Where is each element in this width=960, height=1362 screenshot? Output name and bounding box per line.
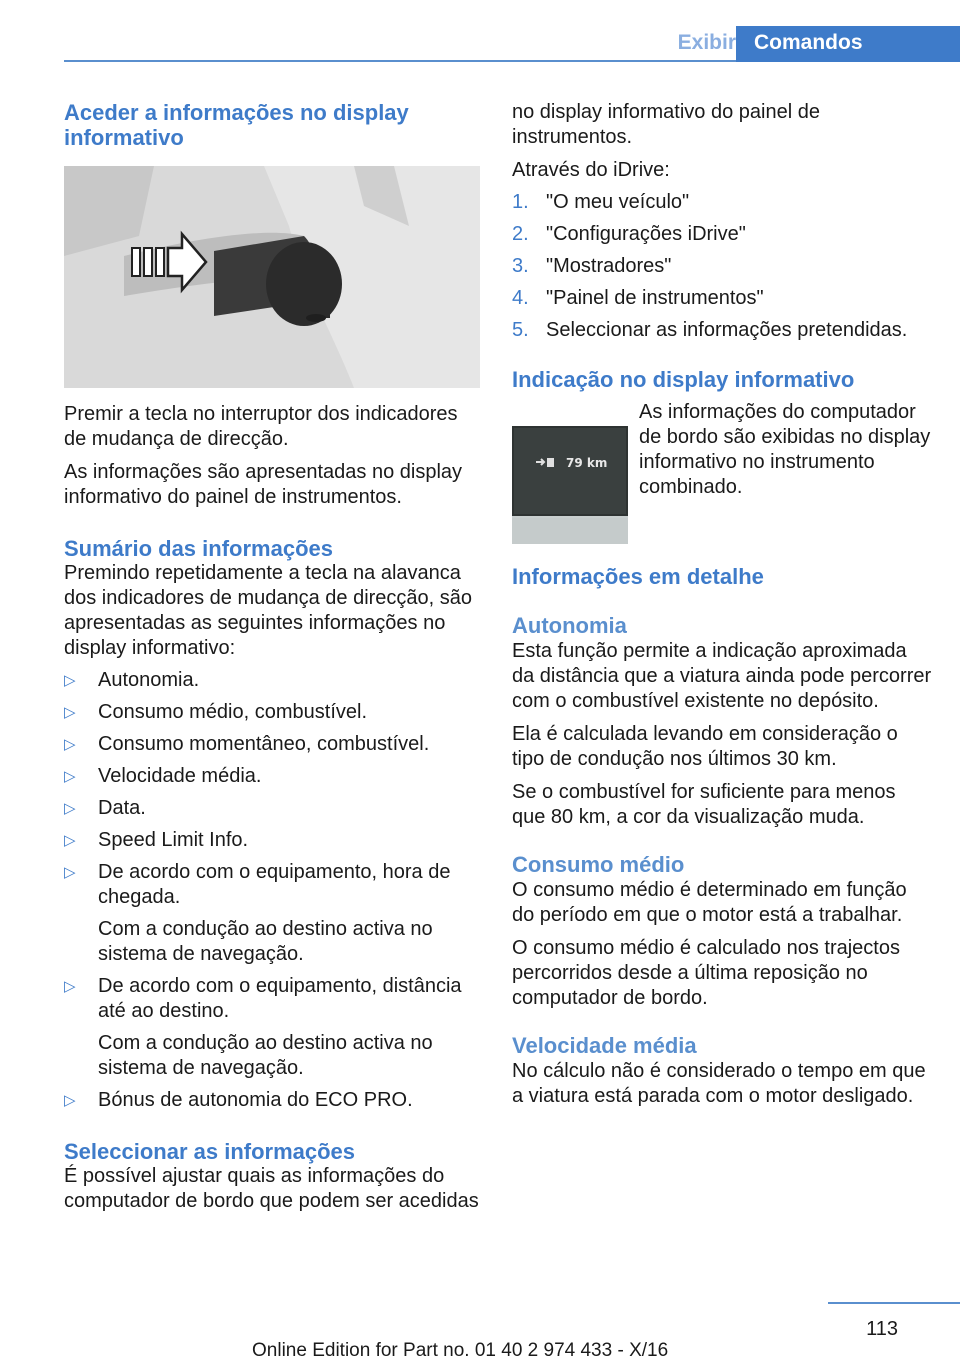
bullet-triangle-icon: ▷ [64,832,76,849]
step-item: 5. Seleccionar as informações pretendidas. [512,319,908,341]
heading-display-indication: Indicação no display informativo [512,367,855,392]
para-summary: Premindo repetidamente a tecla na alavanca dos indicadores de mudança de direcção, são apresentadas as seguintes informações no display informativo: [64,562,473,659]
list-item: ▷ Data. [64,797,146,819]
heading-select-info: Seleccionar as informações [64,1139,356,1164]
turn-signal-lever-figure [64,166,480,388]
para-select-info: É possível ajustar quais as informações do computador de bordo que podem ser acedidas [64,1165,479,1212]
step-item: 3. "Mostradores" [512,255,672,277]
heading-summary: Sumário das informações [64,536,333,561]
para-consumo-1: O consumo médio é determinado em função do período em que o motor está a trabalhar. [512,879,907,926]
para-velocidade: No cálculo não é considerado o tempo em que a viatura está parada com o motor desligado. [512,1060,926,1107]
para-autonomia-1: Esta função permite a indicação aproximada da distância que a viatura ainda pode percorrer com o combustível existente no depósito. [512,640,932,712]
idrive-steps [512,190,932,343]
bullet-triangle-icon: ▷ [64,672,76,689]
bullet-triangle-icon: ▷ [64,978,76,995]
para-continued: no display informativo do painel de instrumentos. [512,101,820,148]
list-item: ▷ Velocidade média. [64,765,262,787]
bullet-triangle-icon: ▷ [64,704,76,721]
step-item: 4. "Painel de instrumentos" [512,287,764,309]
para-press-key: Premir a tecla no interruptor dos indicadores de mudança de direcção. [64,403,458,450]
list-item: ▷ Consumo médio, combustível. [64,701,368,723]
list-item-note: Com a condução ao destino activa no sistema de navegação. [98,1032,433,1079]
left-column [64,100,480,1214]
display-indication-block [512,400,932,550]
tab-comandos[interactable]: Comandos [736,26,960,62]
summary-list [64,668,480,1113]
display-readout: 79 km [566,456,608,470]
para-info-shown: As informações são apresentadas no display informativo do painel de instrumentos. [64,461,463,508]
bullet-triangle-icon: ▷ [64,800,76,817]
heading-info-detail: Informações em detalhe [512,564,764,589]
subheading-autonomia: Autonomia [512,613,627,638]
bullet-triangle-icon: ▷ [64,1092,76,1109]
tab-exibir[interactable]: Exibir [677,31,736,54]
page-number: 113 [866,1318,898,1340]
para-display-indication: As informações do computador de bordo são exibidas no display informativo no instrumento combinado. [639,401,931,498]
bullet-triangle-icon: ▷ [64,768,76,785]
subheading-velocidade-media: Velocidade média [512,1033,697,1058]
list-item: ▷ De acordo com o equipamento, distância até ao destino. Com a condução ao destino activa no sistema de navegação. [64,974,480,1081]
heading-access-info: Aceder a informações no display informativo [64,100,409,150]
list-item: ▷ Autonomia. [64,669,200,691]
right-column [512,100,932,1109]
para-consumo-2: O consumo médio é calculado nos trajectos percorridos desde a última reposição no computador de bordo. [512,937,900,1009]
para-via-idrive: Através do iDrive: [512,159,670,181]
step-item: 2. "Configurações iDrive" [512,223,746,245]
footer-rule [828,1302,960,1304]
para-autonomia-2: Ela é calculada levando em consideração o tipo de condução nos últimos 30 km. [512,723,898,770]
info-display-figure [512,426,628,544]
subheading-consumo-medio: Consumo médio [512,852,685,877]
list-item: ▷ Consumo momentâneo, combustível. [64,733,430,755]
bullet-triangle-icon: ▷ [64,736,76,753]
list-item: ▷ Speed Limit Info. [64,829,249,851]
list-item-note: Com a condução ao destino activa no sistema de navegação. [98,918,433,965]
bullet-triangle-icon: ▷ [64,864,76,881]
para-autonomia-3: Se o combustível for suficiente para menos que 80 km, a cor da visualização muda. [512,781,896,828]
edition-note: Online Edition for Part no. 01 40 2 974 433 - X/16 [252,1340,669,1361]
step-item: 1. "O meu veículo" [512,191,690,213]
list-item: ▷ Bónus de autonomia do ECO PRO. [64,1089,413,1111]
list-item: ▷ De acordo com o equipamento, hora de chegada. Com a condução ao destino activa no sistema de navegação. [64,860,480,967]
